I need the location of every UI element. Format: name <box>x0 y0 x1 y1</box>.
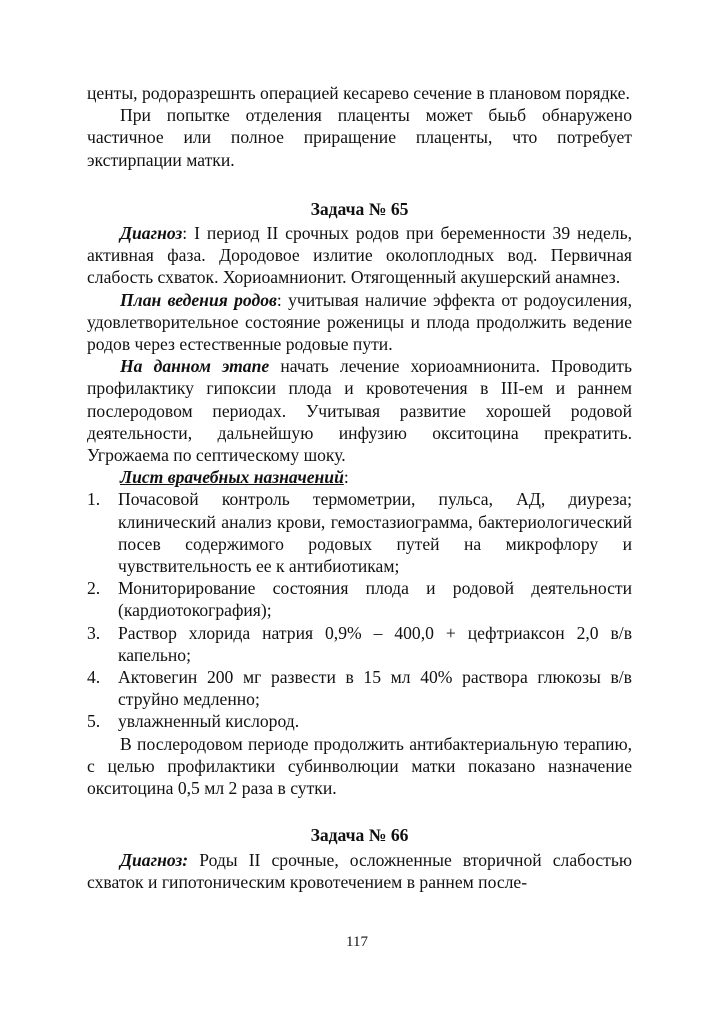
paragraph-placenta: При попытке отделения плаценты может быьб обнаружено частичное или полное приращение плаценты, что потребует экстирпации матки. <box>87 105 632 170</box>
task-65-heading: Задача № 65 <box>310 198 409 219</box>
list-item-number: 3. <box>87 622 101 643</box>
diagnosis-text: : I период II срочных родов при беременности 39 недель, активная фаза. Дородовое излитие околоплодных вод. Первичная слабость схваток. Хориоамнионит. Отягощенный акушерский анамнез. <box>87 223 632 288</box>
orders-colon: : <box>343 467 349 488</box>
orders-list <box>87 488 632 732</box>
list-item-number: 2. <box>87 578 101 599</box>
list-item-number: 1. <box>87 489 101 510</box>
list-item-text: увлажненный кислород. <box>118 711 300 732</box>
list-item-text: Мониторирование состояния плода и родовой деятельности (кардиотокография); <box>118 578 632 621</box>
task-66-diagnosis <box>87 849 632 893</box>
list-item <box>87 488 632 577</box>
section-spacer <box>87 171 632 198</box>
page-body <box>87 82 632 893</box>
paragraph-continuation: центы, родоразрешнть операцией кесарево сечение в плановом порядке. <box>87 83 630 103</box>
list-item-text: Актовегин 200 мг развести в 15 мл 40% раствора глюкозы в/в струйно медленно; <box>118 667 632 710</box>
task-65-postpartum: В послеродовом периоде продолжить антибактериальную терапию, с целью профилактики субинволюции матки показано назначение окситоцина 0,5 мл 2 раза в сутки. <box>87 733 632 799</box>
task-65-orders-heading <box>87 466 632 488</box>
task-66-heading: Задача № 66 <box>310 825 409 846</box>
list-item-number: 5. <box>87 711 101 732</box>
plan-label: План ведения родов <box>120 289 277 310</box>
task-65-diagnosis <box>87 222 632 289</box>
orders-label: Лист врачебных назначений <box>120 467 344 488</box>
list-item <box>87 666 632 710</box>
diagnosis-label: Диагноз <box>120 223 183 244</box>
stage-label: На данном этапе <box>120 356 270 377</box>
task-65-plan <box>87 289 632 356</box>
list-item <box>87 622 632 666</box>
list-item-text: Раствор хлорида натрия 0,9% – 400,0 + цефтриаксон 2,0 в/в капельно; <box>118 622 632 665</box>
diagnosis-text: Роды II срочные, осложненные вторичной слабостью схваток и гипотоническим кровотечением в раннем после- <box>87 849 632 892</box>
list-item-number: 4. <box>87 667 101 688</box>
section-spacer <box>87 799 632 824</box>
list-item-text: Почасовой контроль термометрии, пульса, АД, диуреза; клинический анализ крови, гемостазиограмма, бактериологический посев содержимого родовых путей на микрофлору и чувствительность ее к антибиотикам; <box>118 489 632 577</box>
list-item <box>87 577 632 621</box>
stage-text: начать лечение хориоамнионита. Проводить профилактику гипоксии плода и кровотечения в III-ем и раннем послеродовом периодах. Учитывая развитие хорошей родовой деятельности, дальнейшую инфузию окситоцина прекратить. Угрожаема по септическому шоку. <box>87 356 632 466</box>
task-65-stage <box>87 355 632 466</box>
diagnosis-label: Диагноз: <box>120 849 189 870</box>
plan-text: : учитывая наличие эффекта от родоусиления, удовлетворительное состояние роженицы и плода продолжить ведение родов через естественные родовые пути. <box>87 289 633 355</box>
list-item <box>87 710 632 732</box>
page-number: 117 <box>346 934 368 950</box>
